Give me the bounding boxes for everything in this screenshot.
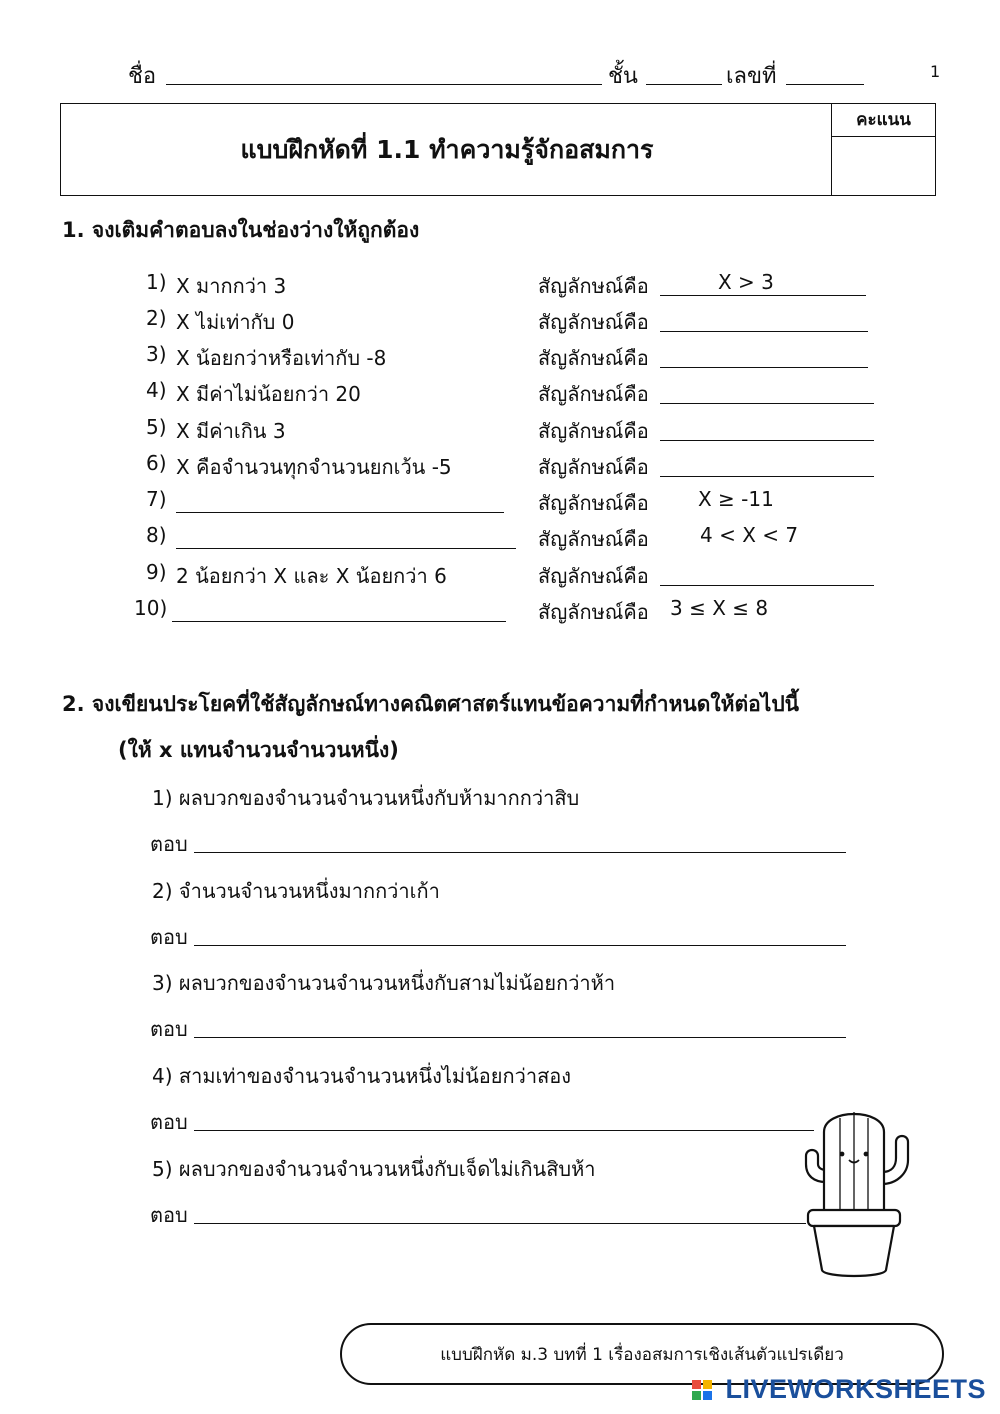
item-text: 2 น้อยกว่า X และ X น้อยกว่า 6 <box>176 564 447 588</box>
item-number: 4) <box>146 378 167 402</box>
symbol-label: สัญลักษณ์คือ <box>538 346 649 370</box>
symbol-answer: 3 ≤ X ≤ 8 <box>670 596 769 620</box>
answer-label: ตอบ <box>150 925 188 949</box>
footer-text: แบบฝึกหัด ม.3 บทที่ 1 เรื่องอสมการเชิงเส้นตัวแปรเดียว <box>440 1344 844 1365</box>
page-number: 1 <box>930 62 941 81</box>
item-number: 1) <box>146 270 167 294</box>
symbol-label: สัญลักษณ์คือ <box>538 310 649 334</box>
section2-subheading: (ให้ x แทนจำนวนจำนวนหนึ่ง) <box>118 738 399 762</box>
grade-field[interactable] <box>646 84 722 85</box>
item-text: X มีค่าไม่น้อยกว่า 20 <box>176 382 361 406</box>
answer-label: ตอบ <box>150 832 188 856</box>
item-number: 5) <box>146 415 167 439</box>
number-field[interactable] <box>786 84 864 85</box>
answer-line[interactable] <box>194 945 846 946</box>
cactus-icon <box>796 1102 914 1282</box>
symbol-answer-line[interactable] <box>660 476 874 477</box>
item-number: 6) <box>146 451 167 475</box>
liveworksheets-logo-icon <box>692 1380 712 1400</box>
answer-label: ตอบ <box>150 1110 188 1134</box>
question-text: 1) ผลบวกของจำนวนจำนวนหนึ่งกับห้ามากกว่าสิบ <box>152 786 580 810</box>
question-text: 5) ผลบวกของจำนวนจำนวนหนึ่งกับเจ็ดไม่เกินสิบห้า <box>152 1157 596 1181</box>
symbol-answer: X > 3 <box>718 270 774 294</box>
symbol-label: สัญลักษณ์คือ <box>538 491 649 515</box>
answer-line[interactable] <box>194 852 846 853</box>
symbol-label: สัญลักษณ์คือ <box>538 455 649 479</box>
score-label: คะแนน <box>832 104 935 137</box>
item-text: X มากกว่า 3 <box>176 274 287 298</box>
answer-line[interactable] <box>194 1130 814 1131</box>
symbol-answer-line[interactable] <box>660 585 874 586</box>
answer-line[interactable] <box>194 1223 806 1224</box>
item-number: 7) <box>146 487 167 511</box>
item-text: X คือจำนวนทุกจำนวนยกเว้น -5 <box>176 455 452 479</box>
question-text: 3) ผลบวกของจำนวนจำนวนหนึ่งกับสามไม่น้อยกว่าห้า <box>152 971 616 995</box>
symbol-answer-line[interactable] <box>660 295 866 296</box>
question-text: 4) สามเท่าของจำนวนจำนวนหนึ่งไม่น้อยกว่าสอง <box>152 1064 572 1088</box>
number-label: เลขที่ <box>726 64 777 89</box>
grade-label: ชั้น <box>608 64 638 89</box>
worksheet-title: แบบฝึกหัดที่ 1.1 ทำความรู้จักอสมการ <box>240 134 654 164</box>
question-text: 2) จำนวนจำนวนหนึ่งมากกว่าเก้า <box>152 879 440 903</box>
item-text: X มีค่าเกิน 3 <box>176 419 286 443</box>
title-box <box>60 103 936 196</box>
answer-label: ตอบ <box>150 1017 188 1041</box>
symbol-label: สัญลักษณ์คือ <box>538 274 649 298</box>
item-number: 3) <box>146 342 167 366</box>
symbol-label: สัญลักษณ์คือ <box>538 600 649 624</box>
symbol-answer: 4 < X < 7 <box>700 523 799 547</box>
symbol-label: สัญลักษณ์คือ <box>538 382 649 406</box>
item-text-line[interactable] <box>176 512 504 513</box>
section1-heading: 1. จงเติมคำตอบลงในช่องว่างให้ถูกต้อง <box>62 218 420 242</box>
score-box <box>831 104 935 195</box>
watermark-text: LIVEWORKSHEETS <box>725 1374 986 1404</box>
symbol-answer-line[interactable] <box>660 331 868 332</box>
symbol-label: สัญลักษณ์คือ <box>538 419 649 443</box>
symbol-answer-line[interactable] <box>660 367 868 368</box>
item-text: X ไม่เท่ากับ 0 <box>176 310 295 334</box>
item-number: 10) <box>134 596 168 620</box>
symbol-label: สัญลักษณ์คือ <box>538 564 649 588</box>
symbol-answer: X ≥ -11 <box>698 487 774 511</box>
symbol-label: สัญลักษณ์คือ <box>538 527 649 551</box>
item-number: 9) <box>146 560 167 584</box>
answer-line[interactable] <box>194 1037 846 1038</box>
item-number: 2) <box>146 306 167 330</box>
item-text-line[interactable] <box>172 621 506 622</box>
item-number: 8) <box>146 523 167 547</box>
name-label: ชื่อ <box>128 64 157 89</box>
item-text: X น้อยกว่าหรือเท่ากับ -8 <box>176 346 387 370</box>
item-text-line[interactable] <box>176 548 516 549</box>
answer-label: ตอบ <box>150 1203 188 1227</box>
name-field[interactable] <box>166 84 602 85</box>
section2-heading: 2. จงเขียนประโยคที่ใช้สัญลักษณ์ทางคณิตศาสตร์แทนข้อความที่กำหนดให้ต่อไปนี้ <box>62 692 800 716</box>
score-field[interactable] <box>832 137 935 195</box>
symbol-answer-line[interactable] <box>660 440 874 441</box>
symbol-answer-line[interactable] <box>660 403 874 404</box>
